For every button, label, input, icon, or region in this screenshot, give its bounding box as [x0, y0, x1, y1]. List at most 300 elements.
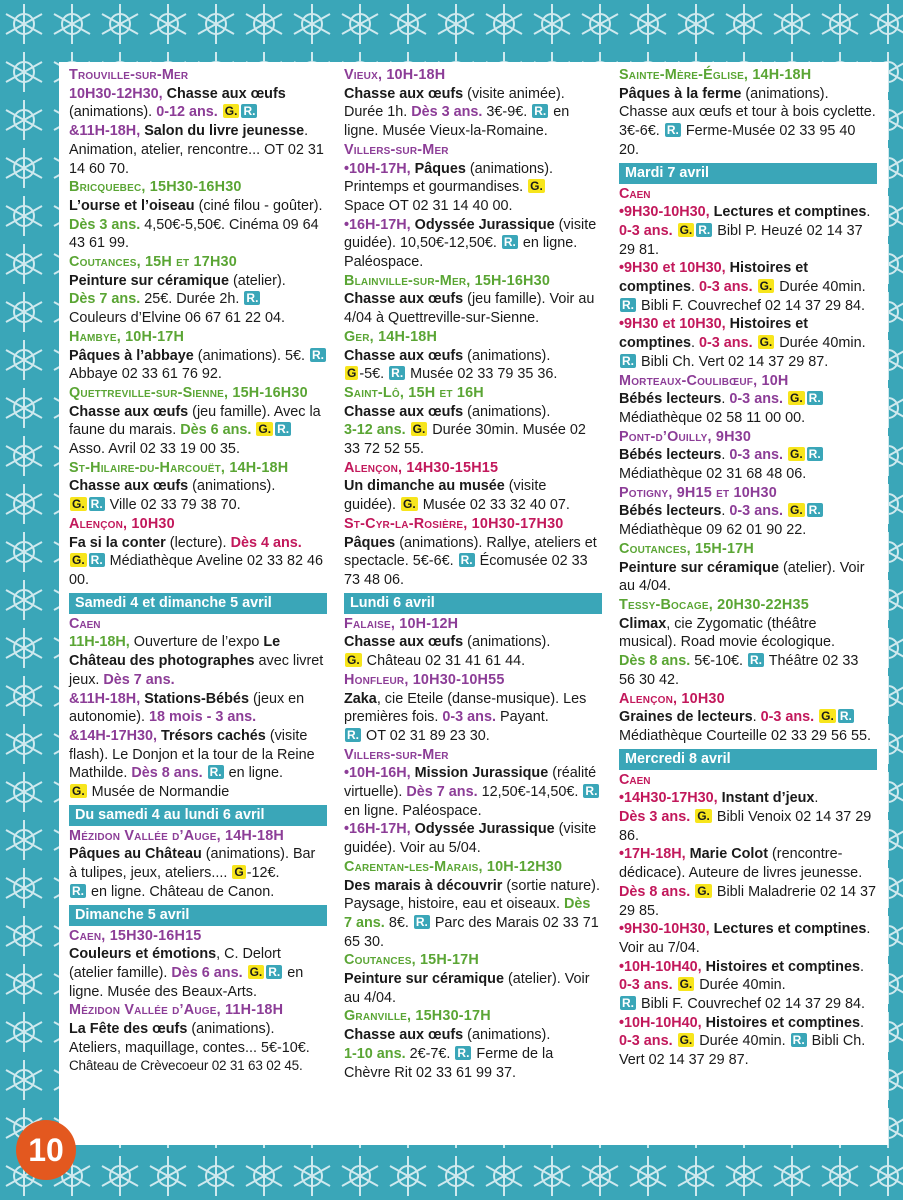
reservation-badge: R. [347, 727, 359, 742]
event-title: Peinture sur céramique [344, 971, 504, 988]
event-saint-lo [344, 384, 602, 459]
event-detail: (atelier). Voir au 4/04. [344, 971, 590, 1006]
goodies-badge: G. [530, 179, 543, 194]
event-detail: (visite flash). Le Donjon et la tour de la Reine Mathilde. [69, 727, 315, 782]
goodies-badge: G. [347, 653, 360, 668]
event-villers-paques [344, 160, 602, 216]
event-coutances [69, 253, 327, 328]
event-time: •16H-17H, [344, 821, 411, 838]
event-caen-histoires-4: •10H-10H40, Histoires et comptines. 0-3 ans. G. Durée 40min. R. Bibli Ch. Vert 02 14 37 29 87. [619, 1014, 866, 1069]
event-detail: (animations). [192, 478, 276, 495]
event-detail: 12,50€-14,50€. [481, 784, 579, 801]
event-location: Carentan-les-Marais, 10H-12H30 [344, 858, 563, 875]
event-bricquebec [69, 178, 327, 253]
event-ger [344, 328, 602, 384]
reservation-badge: R. [808, 391, 821, 406]
event-detail: (sortie nature). Paysage, histoire, eau et oiseaux. [344, 877, 600, 913]
event-title: Pâques à l’abbaye [69, 347, 194, 364]
event-detail: Bibli Ch. Vert 02 14 37 29 87. [641, 353, 829, 370]
age-range: Dès 7 ans. [103, 671, 175, 688]
event-time: •17H-18H, [619, 846, 686, 863]
reservation-badge: R. [750, 653, 763, 668]
goodies-badge: G [234, 865, 244, 880]
event-title: Bébés lecteurs [619, 391, 722, 408]
city-heading: Villers-sur-Mer [344, 141, 449, 158]
age-range: Dès 3 ans. [411, 104, 483, 121]
reservation-badge: R. [90, 553, 103, 568]
event-detail: Bibli F. Couvrechef 02 14 37 29 84. [641, 996, 865, 1013]
reservation-badge: R. [90, 497, 103, 512]
event-location: Coutances, 15H et 17H30 [69, 254, 237, 271]
event-mezidon-crevecoeur [69, 1001, 327, 1076]
event-detail: 5€-10€. [694, 653, 744, 670]
event-title: Chasse aux œufs [344, 403, 464, 420]
goodies-badge: G. [789, 391, 803, 406]
age-range: 0-3 ans. [619, 977, 673, 994]
date-header: Dimanche 5 avril [69, 905, 327, 926]
reservation-badge: R. [72, 883, 84, 898]
reservation-badge: R. [534, 104, 547, 119]
event-detail: 3€-9€. [486, 104, 528, 121]
event-title: Stations-Bébés [144, 690, 249, 707]
event-detail: (atelier). Voir au 4/04. [619, 559, 865, 595]
reservation-badge: R. [622, 353, 634, 368]
event-location: Mézidon Vallée d’Auge, 14H-18H [69, 827, 285, 844]
event-detail: Ferme-Musée 02 33 95 40 20. [619, 123, 856, 158]
event-time: •14H30-17H30, [619, 790, 718, 807]
age-range: 0-3 ans. [729, 447, 783, 464]
event-location: Coutances, 15H-17H [619, 540, 754, 557]
event-detail: Château 02 31 41 61 44. [366, 653, 526, 670]
event-title: Instant d’jeux [721, 790, 815, 807]
event-detail: (animations). Printemps et gourmandises. [344, 160, 554, 196]
goodies-badge: G. [72, 497, 85, 512]
event-time: •16H-17H, [344, 216, 411, 233]
age-range: 0-3 ans. [698, 335, 753, 352]
event-caen-bebes [69, 690, 327, 727]
event-detail: . Voir au 7/04. [619, 921, 871, 956]
event-caen-couleurs [69, 927, 327, 1002]
event-title: Marie Colot [689, 846, 768, 863]
event-title: Odyssée Jurassique [414, 216, 555, 233]
event-time: •9H30-10H30, [619, 921, 710, 938]
event-hambye [69, 328, 327, 384]
age-range: Dès 3 ans. [69, 216, 141, 233]
reservation-badge: R. [311, 347, 324, 362]
event-time: •9H30 et 10H30, [619, 260, 726, 277]
event-coutances-3 [619, 540, 877, 596]
event-title: Odyssée Jurassique [414, 821, 555, 838]
goodies-badge: G. [679, 222, 693, 237]
event-morteaux: Morteaux-Coulibœuf, 10H Bébés lecteurs. 0-3 ans. G. R. Médiathèque 02 58 11 00 00. [619, 372, 821, 426]
event-location: Alençon, 10H30 [619, 690, 725, 707]
goodies-badge: G. [249, 964, 263, 979]
event-location: Alençon, 10H30 [69, 515, 175, 532]
event-detail: (animations). 5€. [197, 347, 305, 364]
event-honfleur [344, 671, 602, 746]
event-detail: 2€-7€. [409, 1045, 451, 1062]
event-detail: (visite guidée). 10,50€-12,50€. [344, 216, 597, 252]
event-detail: Space OT 02 31 14 40 00. [344, 197, 513, 214]
event-detail: (animations). [467, 1027, 551, 1044]
event-time: &11H-18H, [69, 690, 141, 707]
reservation-badge: R. [808, 503, 821, 518]
event-detail: Couleurs d’Elvine 06 67 61 22 04. [69, 310, 286, 327]
event-location: Saint-Lô, 15H et 16H [344, 384, 484, 401]
event-detail: Ferme de la Chèvre Rit 02 33 61 99 37. [344, 1045, 554, 1081]
event-title: Chasse aux œufs [69, 478, 189, 495]
event-title: Histoires et comptines [705, 1014, 860, 1031]
event-title: Climax [619, 615, 667, 632]
agenda-column-3 [619, 66, 877, 1070]
event-detail: OT 02 31 89 23 30. [366, 727, 490, 744]
event-time: 10H30-12H30, [69, 85, 163, 102]
event-detail: Bibl P. Heuzé 02 14 37 29 81. [619, 222, 863, 258]
event-detail: (ciné filou - goûter). [198, 197, 323, 214]
event-time: •9H30-10H30, [619, 204, 710, 221]
reservation-badge: R. [622, 297, 634, 312]
reservation-badge: R. [415, 914, 428, 929]
event-detail: (animations). Rallye, ateliers et spectacle. 5€-6€. [344, 534, 597, 570]
event-detail: Château de Crèvecoeur 02 31 63 02 45. [69, 1058, 303, 1074]
event-location: Caen, 15H30-16H15 [69, 927, 202, 944]
event-detail: Durée 30min. Musée 02 33 72 52 55. [344, 422, 586, 458]
event-detail: avec livret jeux. [69, 653, 324, 688]
event-detail: Abbaye 02 33 61 76 92. [69, 366, 222, 383]
event-title: Le Château des photographes [69, 634, 281, 670]
event-location: Sainte-Mère-Église, 14H-18H [619, 67, 812, 83]
city-heading: Villers-sur-Mer [344, 746, 449, 763]
age-range: 0-12 ans. [156, 104, 218, 121]
event-time: •9H30 et 10H30, [619, 316, 726, 333]
event-caen-colot [619, 845, 877, 920]
event-title: Trésors cachés [161, 727, 266, 744]
event-trouville [69, 66, 327, 178]
event-title: Salon du livre jeunesse [144, 123, 305, 140]
event-title: Graines de lecteurs [619, 709, 753, 726]
event-caen-lectures: •9H30-10H30, Lectures et comptines. 0-3 ans. G. R. Bibl P. Heuzé 02 14 37 29 81. [619, 204, 871, 258]
date-header: Samedi 4 et dimanche 5 avril [69, 593, 327, 614]
event-st-cyr [344, 515, 602, 590]
age-range: 0-3 ans. [729, 391, 783, 408]
event-detail: (jeu famille). Avec la faune du marais. [69, 403, 321, 439]
event-detail: Médiathèque Aveline 02 33 82 46 00. [69, 553, 324, 588]
event-title: Histoires et comptines [619, 316, 809, 352]
event-detail: (lecture). [169, 534, 227, 551]
event-detail: -5€. [359, 366, 385, 383]
event-detail: (animations). Chasse aux œufs et tour à bois cyclette. 3€-6€. [619, 85, 876, 140]
event-detail: en ligne. Château de Canon. [91, 883, 275, 900]
age-range: 0-3 ans. [729, 503, 783, 520]
goodies-badge: G. [224, 104, 238, 119]
event-detail: . Animation, atelier, rencontre... OT 02 31 14 60 70. [69, 123, 324, 177]
event-title: Peinture sur céramique [69, 272, 229, 289]
event-detail: (animations). [69, 104, 153, 121]
event-detail: Bibli F. Couvrechef 02 14 37 29 84. [641, 297, 865, 314]
event-location: St-Cyr-la-Rosière, 10H30-17H30 [344, 515, 564, 532]
event-alencon [69, 515, 327, 590]
event-detail: Musée 02 33 32 40 07. [422, 497, 570, 514]
agenda-column-1 [69, 66, 327, 1076]
date-header: Lundi 6 avril [344, 593, 602, 614]
goodies-badge: G. [697, 883, 710, 898]
event-location: St-Hilaire-du-Harcouët, 14H-18H [69, 459, 289, 476]
event-detail: Médiathèque Courteille 02 33 29 56 55. [619, 727, 872, 744]
event-title: Chasse aux œufs [344, 291, 464, 308]
reservation-badge: R. [277, 422, 290, 437]
reservation-badge: R. [808, 447, 821, 462]
event-detail: Ville 02 33 79 38 70. [109, 497, 241, 514]
event-title: Lectures et comptines [713, 921, 867, 938]
event-caen-histoires-3: •10H-10H40, Histoires et comptines. 0-3 ans. G. Durée 40min. R. Bibli F. Couvrechef 02 14 37 29 84. [619, 958, 865, 1013]
goodies-badge: G. [258, 422, 272, 437]
event-location: Mézidon Vallée d’Auge, 11H-18H [69, 1002, 284, 1019]
age-range: Dès 8 ans. [619, 653, 691, 670]
event-detail: (visite guidée). Voir au 5/04. [344, 821, 597, 857]
event-title: Fa si la conter [69, 534, 166, 551]
reservation-badge: R. [246, 291, 259, 306]
reservation-badge: R. [268, 964, 281, 979]
event-detail: en ligne. [228, 765, 284, 782]
reservation-badge: R. [792, 1033, 805, 1048]
event-villers-odyssee [344, 216, 602, 272]
event-detail: (visite guidée). [344, 478, 547, 514]
event-title: Bébés lecteurs [619, 503, 722, 520]
event-alencon-musee [344, 459, 602, 515]
goodies-badge: G. [72, 784, 85, 799]
event-detail: Ouverture de l’expo [133, 634, 260, 651]
reservation-badge: R. [209, 765, 222, 780]
event-detail: en ligne. Musée Vieux-la-Romaine. [344, 104, 570, 140]
goodies-badge: G. [679, 977, 693, 992]
event-detail: en ligne. Paléospace. [344, 235, 578, 271]
event-location: Alençon, 14H30-15H15 [344, 459, 499, 476]
event-time: &14H-17H30, [69, 727, 157, 744]
event-detail: (atelier). [232, 272, 286, 289]
event-quettreville [69, 384, 327, 459]
event-title: Chasse aux œufs [166, 85, 286, 102]
age-range: Dès 7 ans. [344, 896, 591, 931]
event-detail: (jeux en autonomie). [69, 690, 305, 726]
event-detail: (animations). [467, 347, 551, 364]
goodies-badge: G. [403, 497, 416, 512]
event-location: Vieux, 10H-18H [344, 67, 446, 83]
event-st-hilaire [69, 459, 327, 515]
event-detail: Médiathèque 09 62 01 90 22. [619, 522, 807, 539]
goodies-badge: G. [789, 503, 803, 518]
reservation-badge: R. [503, 235, 516, 250]
event-falaise [344, 615, 602, 671]
goodies-badge: G. [759, 335, 773, 350]
event-caen-histoires-1: •9H30 et 10H30, Histoires et comptines. 0-3 ans. G. Durée 40min. R. Bibli F. Couvrechef 02 14 37 29 84. [619, 260, 866, 314]
event-detail: Durée 40min. [779, 335, 866, 352]
event-location: Falaise, 10H-12H [344, 615, 459, 632]
goodies-badge: G. [759, 279, 773, 294]
event-detail: (jeu famille). Voir au 4/04 à Quettreville-sur-Sienne. [344, 291, 595, 327]
goodies-badge: G. [72, 553, 85, 568]
reservation-badge: R. [460, 553, 473, 568]
event-title: Chasse aux œufs [344, 634, 464, 651]
event-detail: en ligne. Paléospace. [344, 802, 482, 819]
age-range: Dès 8 ans. [131, 765, 203, 782]
event-title: Un dimanche au musée [344, 478, 505, 495]
event-title: Chasse aux œufs [69, 403, 189, 420]
event-title: Pâques au Château [69, 846, 202, 863]
event-title: Pâques à la ferme [619, 85, 742, 102]
age-range: Dès 8 ans. [619, 883, 691, 900]
date-header: Mardi 7 avril [619, 163, 877, 184]
event-title: Pâques [414, 160, 466, 177]
event-detail: Médiathèque 02 58 11 00 00. [619, 409, 806, 426]
city-heading: Caen [619, 185, 651, 202]
event-detail: (rencontre-dédicace). Auteure de livres jeunesse. [619, 846, 863, 882]
age-range: 0-3 ans. [698, 279, 753, 296]
event-title: L’ourse et l’oiseau [69, 197, 195, 214]
goodies-badge: G. [821, 709, 834, 724]
event-carentan [344, 858, 602, 952]
event-location: Morteaux-Coulibœuf, 10H [619, 372, 789, 389]
reservation-badge: R. [839, 709, 852, 724]
event-detail: Musée 02 33 79 35 36. [410, 366, 558, 383]
age-range: 0-3 ans. [760, 709, 815, 726]
event-location: Hambye, 10H-17H [69, 328, 185, 345]
event-title: La Fête des œufs [69, 1021, 188, 1038]
age-range: 0-3 ans. [619, 222, 673, 239]
age-range: Dès 6 ans. [180, 422, 252, 439]
event-title: Pâques [344, 534, 396, 551]
age-range: 0-3 ans. [442, 709, 496, 726]
goodies-badge: G. [697, 809, 710, 824]
reservation-badge: R. [457, 1045, 470, 1060]
event-detail: Durée 40min. [779, 279, 866, 296]
event-title: Histoires et comptines [705, 958, 860, 975]
event-title: Histoires et comptines [619, 260, 809, 296]
event-villers-odyssee-2 [344, 820, 602, 857]
age-range: Dès 3 ans. [619, 809, 691, 826]
event-detail: Bibli Maladrerie 02 14 37 29 85. [619, 883, 877, 919]
event-location: Pont-d’Ouilly, 9H30 [619, 428, 752, 445]
event-detail: (animations). [467, 634, 551, 651]
event-detail: en ligne. Musée des Beaux-Arts. [69, 964, 304, 1000]
event-time: •10H-17H, [344, 160, 411, 177]
event-location: Quettreville-sur-Sienne, 15H-16H30 [69, 384, 308, 401]
agenda-column-2 [344, 66, 602, 1082]
event-vieux [344, 66, 602, 141]
event-location: Potigny, 9H15 et 10H30 [619, 484, 777, 501]
event-location: Coutances, 15H-17H [344, 952, 479, 969]
event-blainville [344, 272, 602, 328]
agenda-panel [59, 62, 888, 1145]
date-header: Du samedi 4 au lundi 6 avril [69, 805, 327, 826]
goodies-badge: G. [679, 1033, 693, 1048]
event-caen-expo [69, 633, 327, 689]
event-alencon-graines: Alençon, 10H30 Graines de lecteurs. 0-3 ans. G. R. Médiathèque Courteille 02 33 29 56 55. [619, 690, 872, 744]
event-detail: (animations). Ateliers, maquillage, contes... 5€-10€. [69, 1021, 310, 1056]
event-detail: Bibli Ch. Vert 02 14 37 29 87. [619, 1033, 866, 1069]
event-caen-jeux: •14H30-17H30, Instant d’jeux. Dès 3 ans. G. Bibli Venoix 02 14 37 29 86. [619, 790, 872, 844]
event-granville [344, 1007, 602, 1082]
age-range: 0-3 ans. [619, 1033, 673, 1050]
event-detail: Théâtre 02 33 56 30 42. [619, 653, 859, 688]
event-detail: (animations). Bar à tulipes, jeux, ateliers.... [69, 846, 316, 882]
event-detail: Payant. [499, 709, 549, 726]
event-caen-histoires-2: •9H30 et 10H30, Histoires et comptines. 0-3 ans. G. Durée 40min. R. Bibli Ch. Vert 02 14 37 29 87. [619, 316, 866, 370]
event-sainte-mere [619, 66, 877, 160]
event-title: Zaka [344, 690, 377, 707]
reservation-badge: R. [391, 366, 404, 381]
event-detail: (réalité virtuelle). [344, 765, 597, 801]
event-detail: Bibli Venoix 02 14 37 29 86. [619, 809, 872, 844]
goodies-badge: G. [412, 422, 426, 437]
event-title: Peinture sur céramique [619, 559, 779, 576]
reservation-badge: R. [243, 104, 256, 119]
event-time: •10H-16H, [344, 765, 411, 782]
event-detail: (visite animée). Durée 1h. [344, 85, 565, 121]
event-title: Mission Jurassique [414, 765, 549, 782]
event-location: Ger, 14H-18H [344, 328, 438, 345]
reservation-badge: R. [666, 123, 679, 138]
age-range: Dès 7 ans. [69, 291, 141, 308]
city-heading: Caen [69, 615, 101, 632]
goodies-badge: G [347, 366, 357, 381]
event-detail: Médiathèque 02 31 68 48 06. [619, 466, 807, 483]
age-range: Dès 4 ans. [230, 534, 302, 551]
event-location: Trouville-sur-Mer [69, 67, 189, 83]
event-detail: Asso. Avril 02 33 19 00 35. [69, 441, 240, 458]
event-villers-mission [344, 764, 602, 820]
event-tessy [619, 596, 877, 690]
event-time: 11H-18H, [69, 634, 130, 651]
event-title: Des marais à découvrir [344, 877, 503, 894]
event-title: Chasse aux œufs [344, 85, 464, 102]
event-detail: 4,50€-5,50€. Cinéma 09 64 43 61 99. [69, 216, 319, 252]
reservation-badge: R. [698, 222, 711, 237]
event-detail: , C. Delort (atelier famille). [69, 946, 281, 981]
age-range: Dès 6 ans. [171, 964, 243, 981]
event-location: Blainville-sur-Mer, 15H-16H30 [344, 272, 551, 289]
event-detail: -12€. [246, 865, 280, 882]
event-detail: Écomusée 02 33 73 48 06. [344, 553, 588, 588]
event-caen-tresors [69, 727, 327, 802]
event-detail: , cie Eteile (danse-musique). Les premières fois. [344, 690, 587, 726]
goodies-badge: G. [789, 447, 803, 462]
event-time: &11H-18H, [69, 123, 141, 140]
event-detail: Musée de Normandie [91, 784, 230, 801]
event-coutances-2 [344, 951, 602, 1007]
age-range: 3-12 ans. [344, 422, 406, 439]
event-mezidon-canon [69, 827, 327, 902]
age-range: 1-10 ans. [344, 1045, 406, 1062]
event-detail: 8€. [388, 914, 409, 931]
age-range: 18 mois - 3 ans. [149, 709, 257, 726]
event-title: Chasse aux œufs [344, 1027, 464, 1044]
event-detail: Durée 40min. [699, 1033, 786, 1050]
event-title: Lectures et comptines [713, 204, 867, 221]
event-detail: , cie Zygomatic (théâtre musical). Road movie écologique. [619, 615, 835, 651]
event-location: Tessy-Bocage, 20H30-22H35 [619, 596, 809, 613]
event-title: Bébés lecteurs [619, 447, 722, 464]
city-heading: Caen [619, 771, 651, 788]
event-detail: Parc des Marais 02 33 71 65 30. [344, 914, 599, 950]
event-location: Bricquebec, 15H30-16H30 [69, 179, 242, 196]
event-detail: Durée 40min. [699, 977, 786, 994]
event-caen-lectures-2 [619, 920, 877, 957]
event-time: •10H-10H40, [619, 1014, 702, 1031]
reservation-badge: R. [585, 784, 598, 799]
date-header: Mercredi 8 avril [619, 749, 877, 770]
age-range: Dès 7 ans. [406, 784, 478, 801]
event-time: •10H-10H40, [619, 958, 702, 975]
